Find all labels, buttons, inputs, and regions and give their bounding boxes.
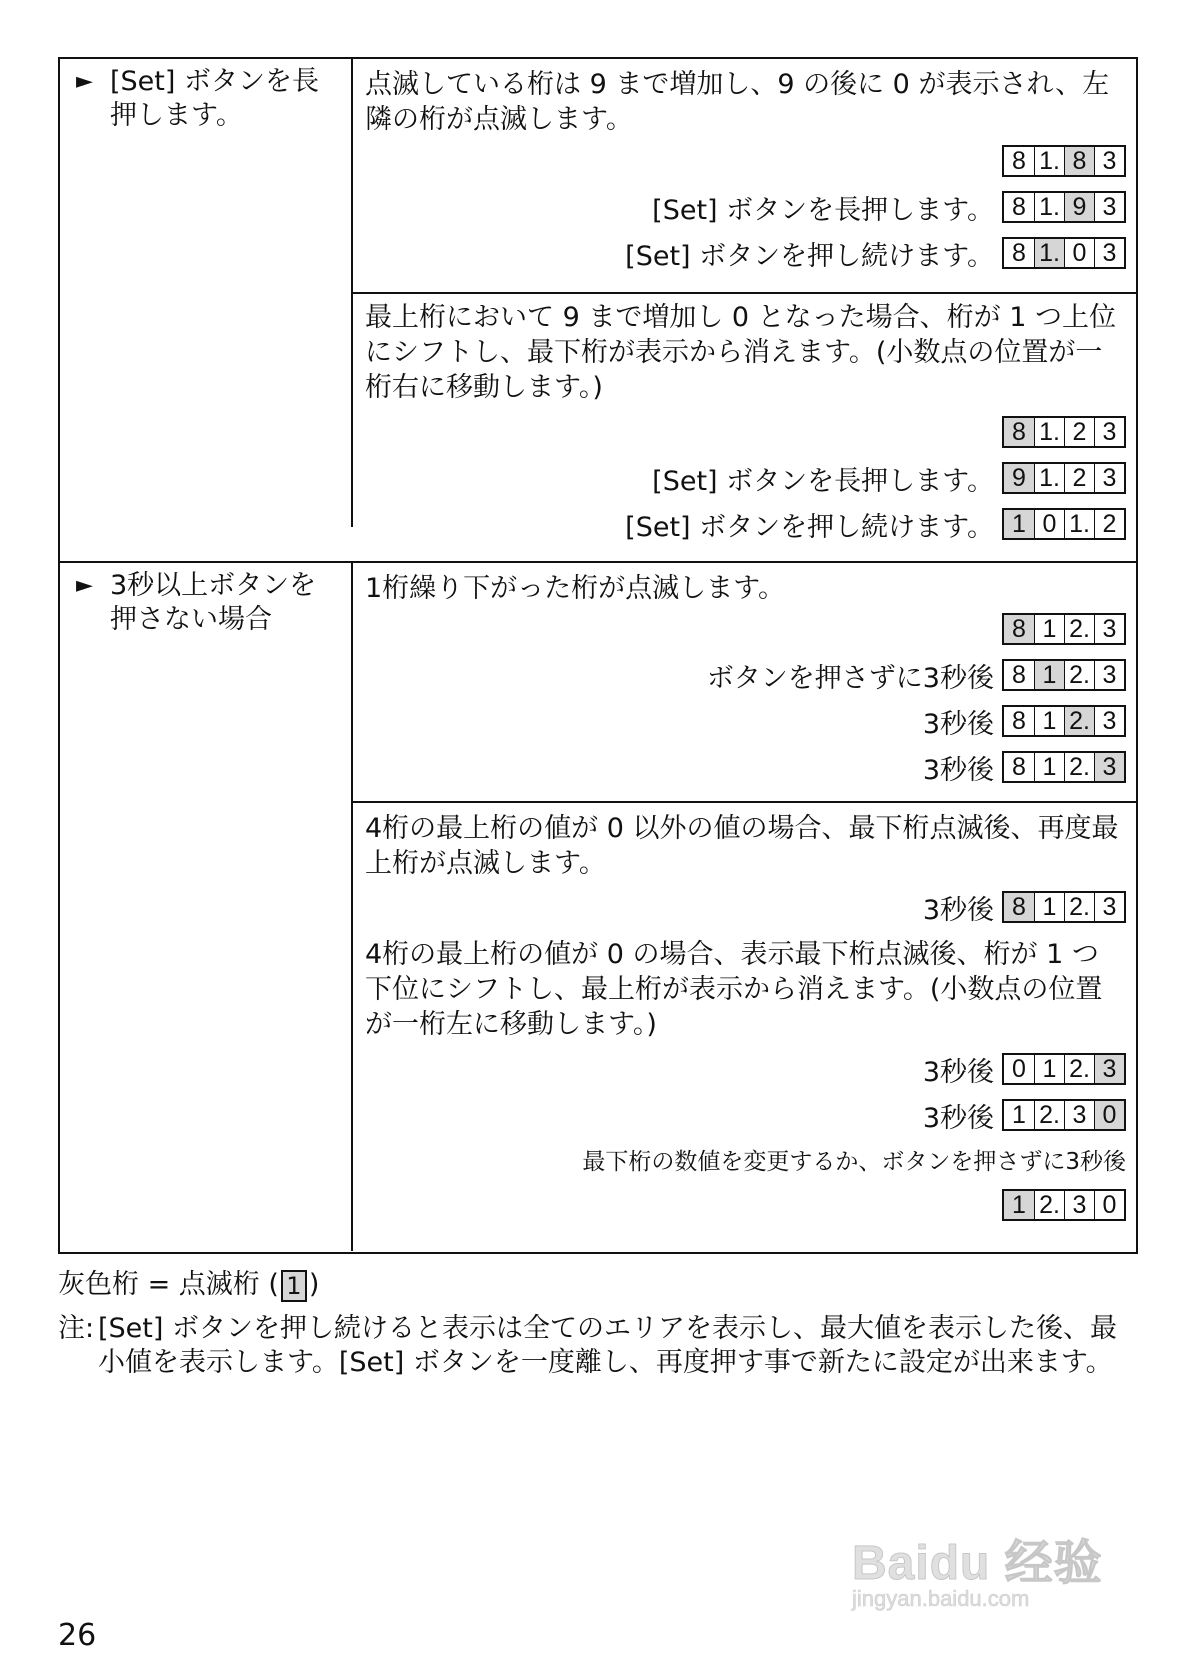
digit: 1. [1034,464,1064,492]
legend-blink-box: 1 [281,1270,307,1302]
digit-display [1002,1099,1126,1131]
digit: 9 [1064,193,1094,221]
watermark-url: jingyan.baidu.com [852,1586,1030,1611]
digit: 3 [1094,193,1124,221]
digit: 1 [1004,510,1034,538]
digit: 1 [1034,753,1064,781]
digit-display [1002,659,1126,691]
section1-block-b [353,294,1136,543]
step-row [923,749,1126,785]
digit-display [1002,751,1126,783]
digit-display [1002,237,1126,269]
step-row [923,1051,1126,1087]
digit: 1 [1034,1055,1064,1083]
digit: 1. [1064,510,1094,538]
digit: 1. [1034,147,1064,175]
step-row [625,506,1126,542]
digit: 1 [1012,1101,1026,1129]
note [58,1312,1118,1380]
digit: 3 [1094,418,1124,446]
digit: 8 [1012,707,1026,735]
digit: 1. [1034,193,1064,221]
digit: 0 [1064,239,1094,267]
section2-trigger-text: 3秒以上ボタンを押さない場合 [110,570,317,635]
watermark-logo-text: Baidu 经验 [852,1537,1103,1590]
step-row [994,143,1126,179]
section2-trigger [76,569,330,637]
step-row [923,889,1126,925]
digit: 3 [1064,1101,1094,1129]
digit: 8 [1004,893,1034,921]
digit: 2. [1064,707,1094,735]
page-number: 26 [58,1618,97,1653]
step-label: 3秒後 [922,708,994,740]
step-row [1002,1187,1126,1223]
digit: 3 [1094,147,1124,175]
digit: 3 [1094,615,1124,643]
step-row [652,189,1126,225]
step-label: 3秒後 [922,1102,994,1134]
digit-display [1002,416,1126,448]
digit: 1 [1004,1191,1034,1219]
step-label: [Set] ボタンを押し続けます。 [625,240,994,272]
section1-trigger [76,65,330,133]
digit: 1. [1034,239,1064,267]
digit-display [1002,462,1126,494]
digit: 0 [1012,1055,1026,1083]
digit: 2. [1064,615,1094,643]
digit: 9 [1004,464,1034,492]
digit-display [1002,613,1126,645]
step-row [625,235,1126,271]
digit: 8 [1012,147,1026,175]
digit: 2. [1034,1191,1064,1219]
section1-block-a [353,59,1136,292]
digit: 2 [1094,510,1124,538]
digit: 0 [1094,1101,1124,1129]
watermark [852,1510,1142,1620]
digit-display [1002,191,1126,223]
digit: 3 [1094,1055,1124,1083]
section2-block-a-description: 1桁繰り下がった桁が点滅します。 [365,573,786,604]
section2-block-b-description1: 4桁の最上桁の値が 0 以外の値の場合、最下桁点滅後、再度最上桁が点滅します。 [365,813,1119,879]
digit-display [1002,891,1126,923]
digit: 3 [1094,464,1124,492]
instruction-table [58,57,1138,1254]
digit: 2. [1064,753,1094,781]
step-label: 3秒後 [922,894,994,926]
step-row [994,611,1126,647]
digit: 3 [1094,707,1124,735]
digit: 3 [1094,753,1124,781]
step-label: [Set] ボタンを長押します。 [652,194,994,226]
section2-trigger-cell [60,563,353,1251]
digit: 8 [1004,418,1034,446]
digit: 3 [1094,893,1124,921]
section1-block-a-description: 点滅している桁は 9 まで増加し、9 の後に 0 が表示され、左隣の桁が点滅します。 [365,69,1110,135]
step-row [923,1097,1126,1133]
digit: 8 [1012,661,1026,689]
digit: 2 [1064,464,1094,492]
legend-close: ) [308,1269,320,1300]
step-label: 3秒後 [922,754,994,786]
digit: 8 [1012,753,1026,781]
section1-trigger-text: [Set] ボタンを長押します。 [110,66,319,131]
digit: 8 [1012,239,1026,267]
step-row [652,460,1126,496]
digit: 1 [1034,661,1064,689]
section1-trigger-cell [60,59,353,527]
legend-text: 灰色桁 = 点滅桁 ( [58,1269,279,1300]
step-row [994,414,1126,450]
arrow-icon: ► [76,573,93,598]
step-row [707,657,1126,693]
digit: 2. [1064,661,1094,689]
digit: 1 [1034,893,1064,921]
digit: 0 [1034,510,1064,538]
note-prefix: 注: [58,1313,95,1344]
section2-block-b-description2: 4桁の最上桁の値が 0 の場合、表示最下桁点滅後、桁が 1 つ下位にシフトし、最上桁が表示から消えます。(小数点の位置が一桁左に移動します。) [365,939,1103,1040]
step-label: [Set] ボタンを押し続けます。 [625,511,994,543]
digit: 3 [1094,661,1124,689]
digit: 3 [1094,239,1124,267]
step-label: [Set] ボタンを長押します。 [652,465,994,497]
digit-display [1002,705,1126,737]
digit: 2. [1034,1101,1064,1129]
digit: 1 [1034,615,1064,643]
final-label-row [582,1141,1126,1177]
digit: 3 [1064,1191,1094,1219]
step-label: 3秒後 [922,1056,994,1088]
digit: 1. [1034,418,1064,446]
section2-block-b [353,803,1136,1251]
legend [58,1268,319,1302]
digit-display [1002,145,1126,177]
digit-display [1002,1189,1126,1221]
arrow-icon: ► [76,69,93,94]
final-step-label: 最下桁の数値を変更するか、ボタンを押さずに3秒後 [582,1148,1126,1175]
digit: 8 [1064,147,1094,175]
digit: 2. [1064,893,1094,921]
step-row [923,703,1126,739]
digit-display [1002,508,1126,540]
digit: 2 [1064,418,1094,446]
section2-block-a [353,563,1136,793]
digit: 8 [1004,615,1034,643]
note-text: [Set] ボタンを押し続けると表示は全てのエリアを表示し、最大値を表示した後、最小値を表示します。[Set] ボタンを一度離し、再度押す事で新たに設定が出来ます。 [98,1313,1117,1378]
digit: 0 [1094,1191,1124,1219]
digit-display [1002,1053,1126,1085]
section1-block-b-description: 最上桁において 9 まで増加し 0 となった場合、桁が 1 つ上位にシフトし、最下桁が表示から消えます。(小数点の位置が一桁右に移動します。) [365,302,1117,403]
digit: 2. [1064,1055,1094,1083]
digit: 1 [1034,707,1064,735]
step-label: ボタンを押さずに3秒後 [706,662,994,694]
digit: 8 [1012,193,1026,221]
